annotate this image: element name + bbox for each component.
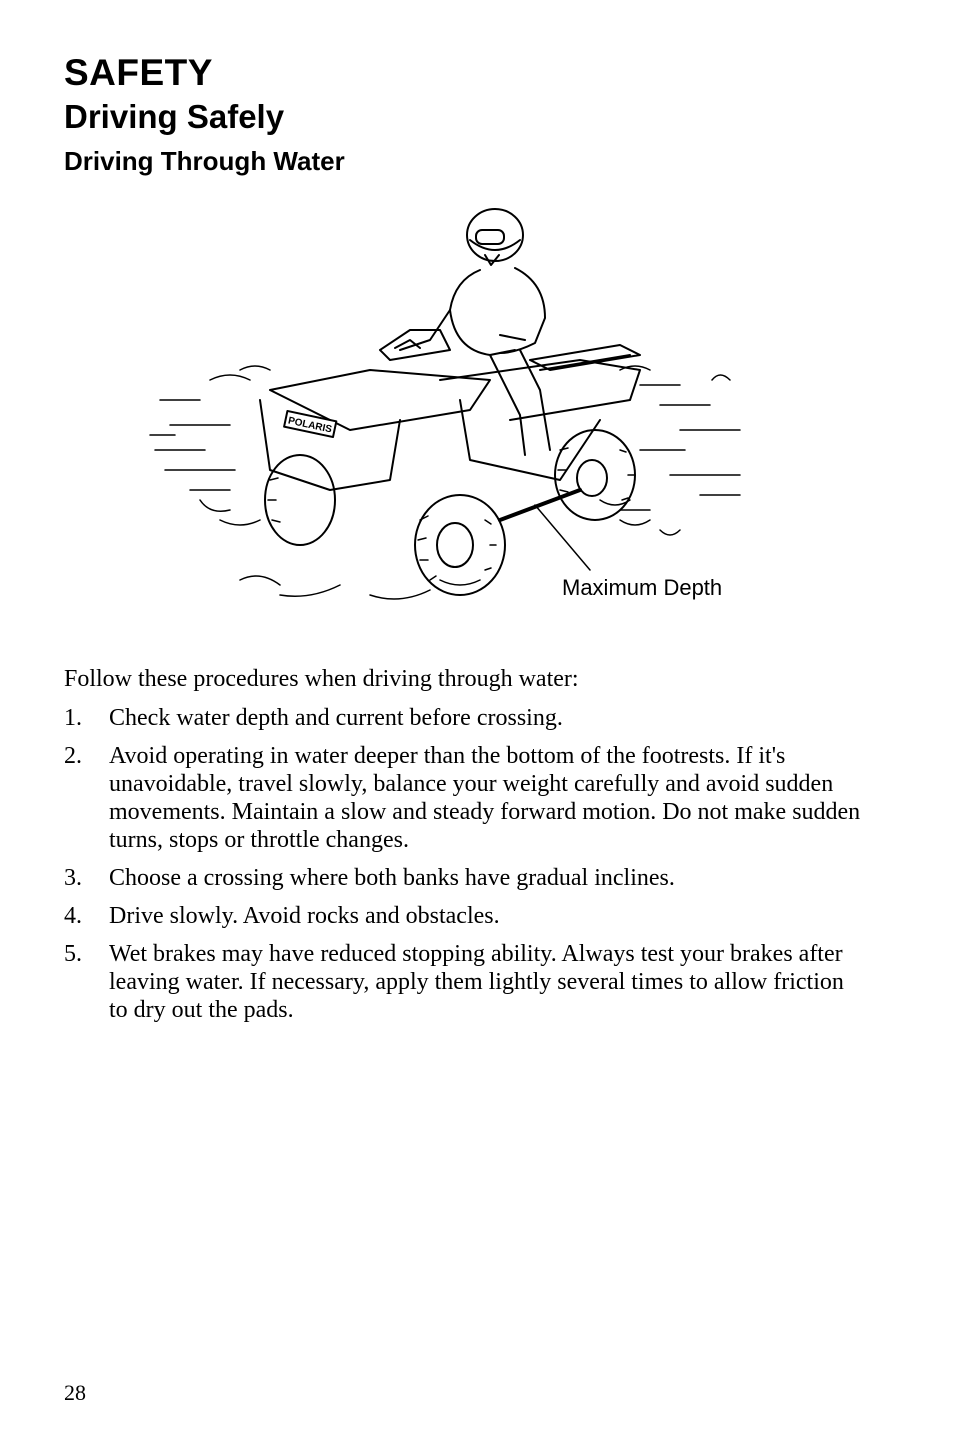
maximum-depth-label: Maximum Depth xyxy=(562,575,723,600)
list-item xyxy=(64,902,864,930)
page-number: 28 xyxy=(64,1380,86,1405)
topic-title: Driving Through Water xyxy=(64,146,345,176)
svg-text:POLARIS: POLARIS xyxy=(287,415,333,436)
step-text: Drive slowly. Avoid rocks and obstacles. xyxy=(109,903,500,929)
intro-text: Follow these procedures when driving through water: xyxy=(64,666,579,692)
step-text: Check water depth and current before crossing. xyxy=(109,705,563,731)
list-item xyxy=(64,742,864,854)
list-item xyxy=(64,940,864,1024)
list-item xyxy=(64,864,864,892)
step-number: 4. xyxy=(64,903,82,929)
section-title: SAFETY xyxy=(64,52,213,93)
step-number: 1. xyxy=(64,705,82,731)
step-number: 5. xyxy=(64,941,82,967)
step-text: Wet brakes may have reduced stopping ability. Always test your brakes after leaving water. If necessary, apply them lightly several times to allow friction to dry out the pads. xyxy=(109,941,844,1023)
step-number: 2. xyxy=(64,743,82,769)
step-number: 3. xyxy=(64,865,82,891)
list-item xyxy=(64,704,864,732)
subsection-title: Driving Safely xyxy=(64,98,285,135)
step-text: Choose a crossing where both banks have gradual inclines. xyxy=(109,865,675,891)
step-text: Avoid operating in water deeper than the bottom of the footrests. If it's unavoidable, travel slowly, balance your weight carefully and avoid sudden movements. Maintain a slow and steady forward motion. Do not make sudden turns, stops or throttle changes. xyxy=(109,743,861,853)
atv-water-illustration xyxy=(140,200,760,620)
procedure-list xyxy=(64,704,864,1034)
